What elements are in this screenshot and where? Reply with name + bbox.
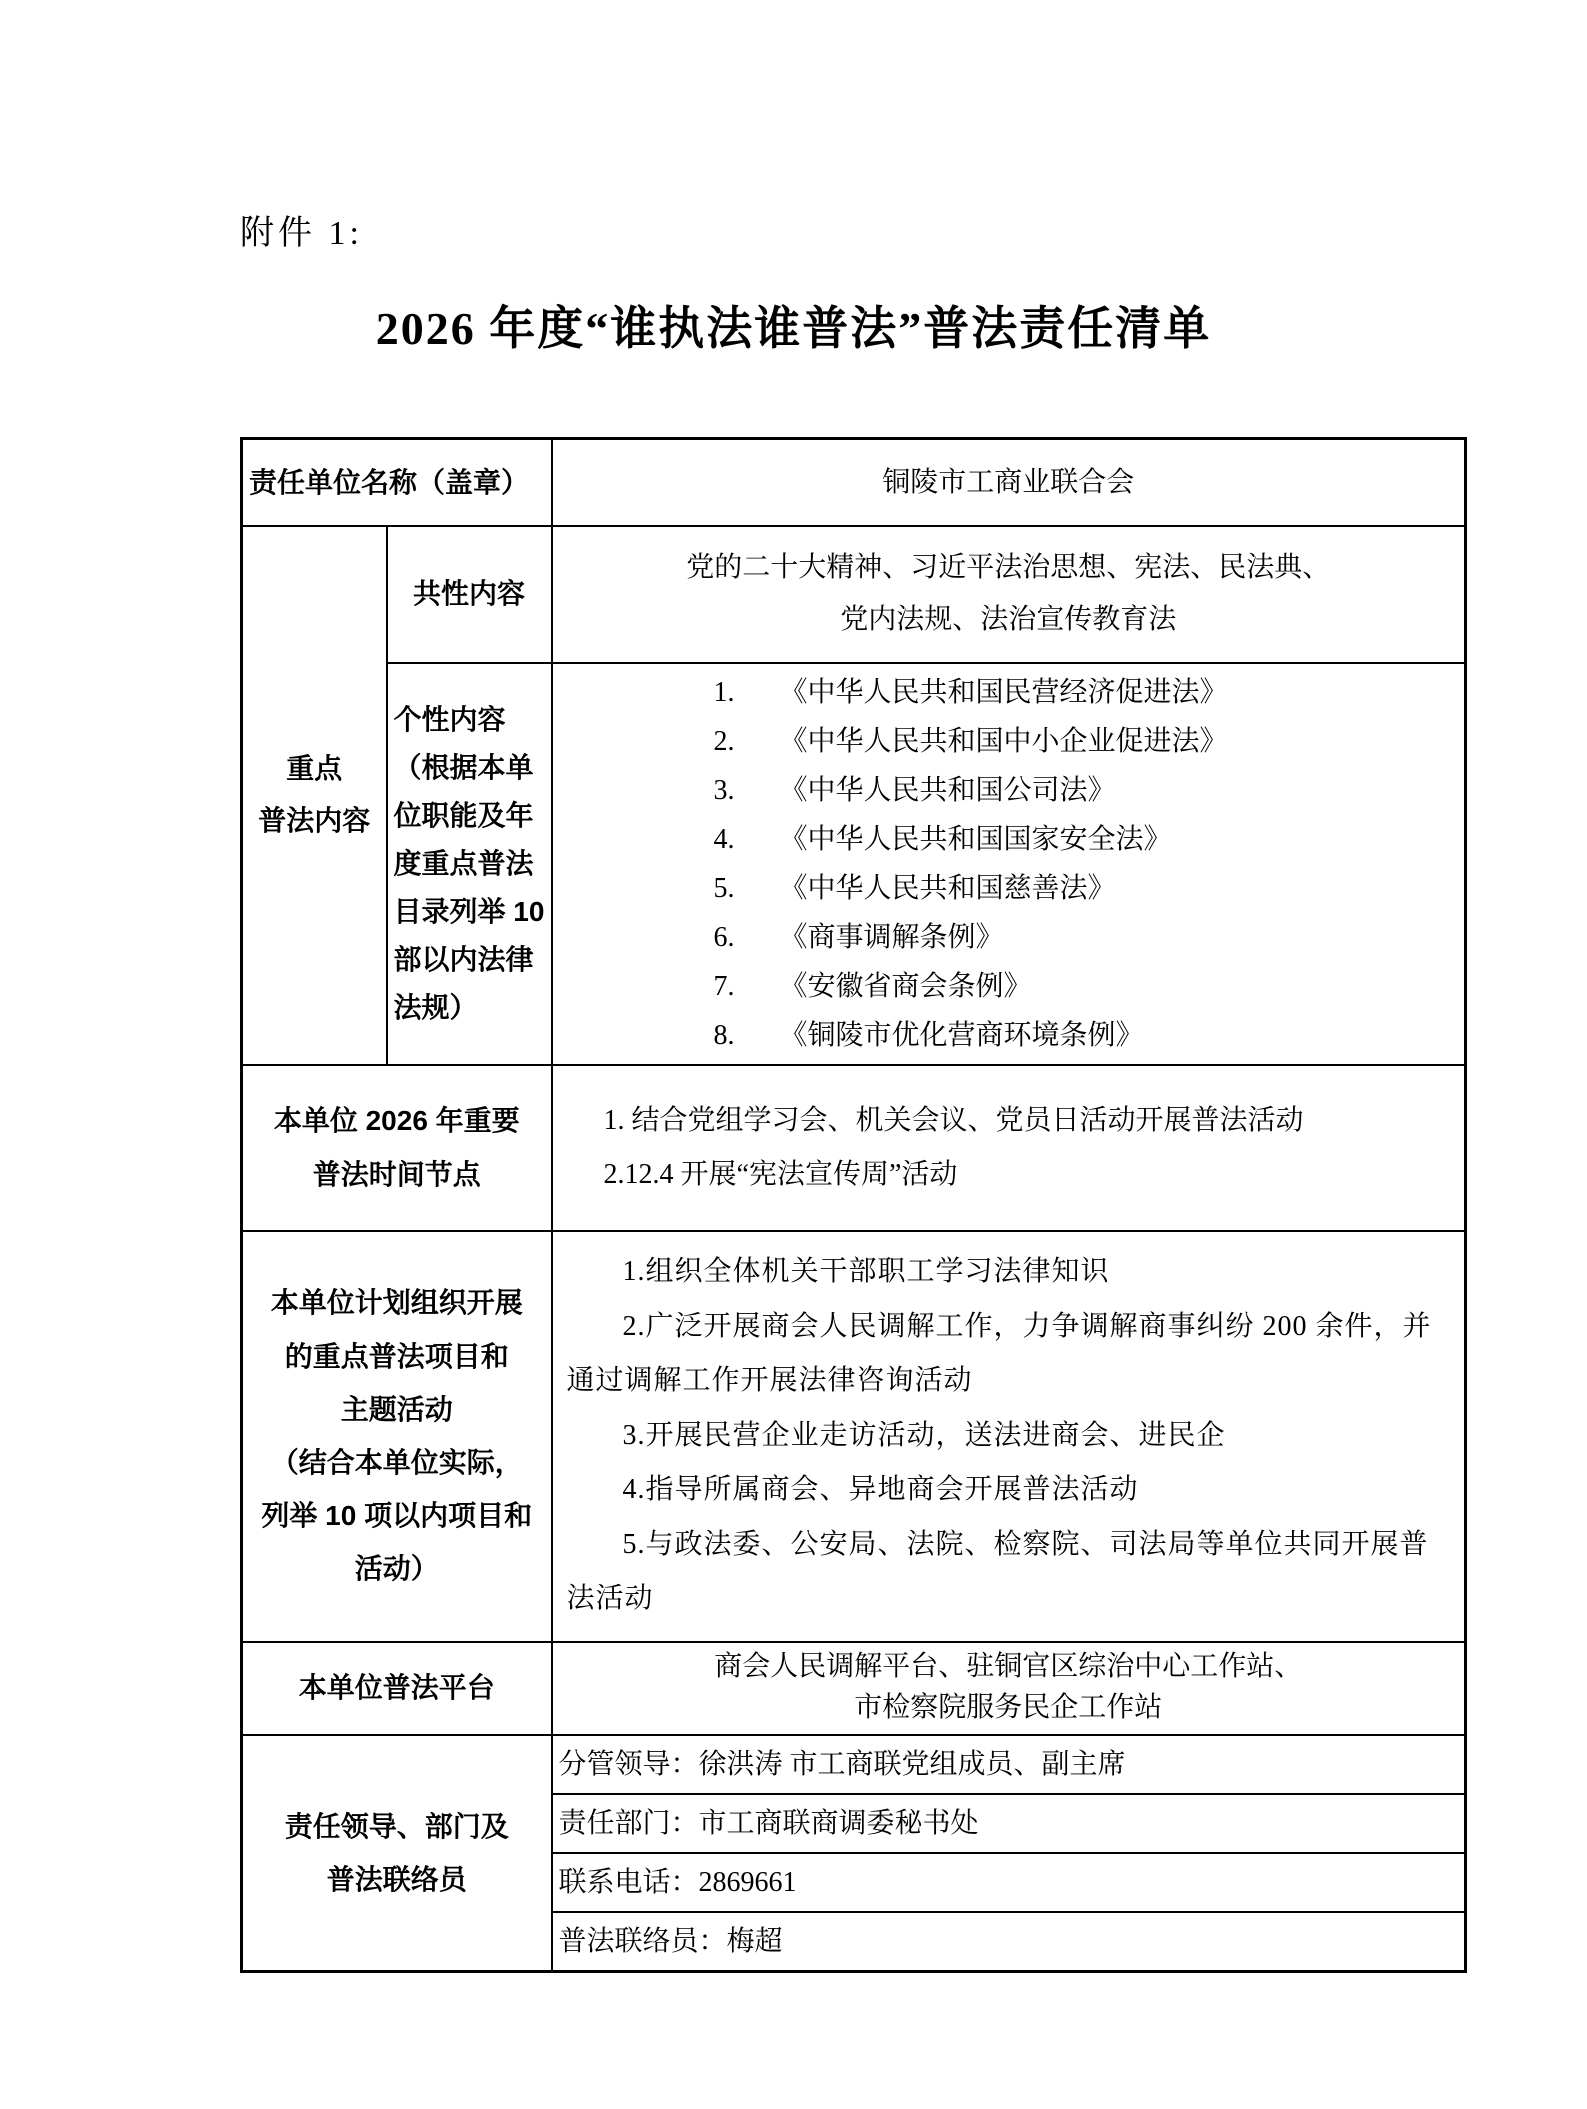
law-item-title: 《商事调解条例》 bbox=[779, 921, 1004, 953]
law-item-title: 《中华人民共和国慈善法》 bbox=[779, 872, 1116, 904]
law-list-cell bbox=[552, 663, 1466, 1065]
label-line: （结合本单位实际， bbox=[270, 1447, 523, 1478]
text-line: 党内法规、法治宣传教育法 bbox=[840, 604, 1177, 635]
label-line: 活动） bbox=[354, 1553, 439, 1585]
platform-value-cell bbox=[552, 1642, 1466, 1735]
law-item-title: 《安徽省商会条例》 bbox=[779, 970, 1032, 1002]
unit-value-cell: 铜陵市工商业联合会 bbox=[552, 439, 1466, 526]
project-item: 4.指导所属商会、异地商会开展普法活动 bbox=[622, 1474, 1139, 1506]
law-item bbox=[714, 864, 1459, 913]
attachment-label: 附件 1: bbox=[240, 215, 363, 252]
common-content-value-cell bbox=[552, 526, 1466, 663]
project-item: 3.开展民营企业走访活动，送法进商会、进民企 bbox=[622, 1419, 1226, 1451]
label-line: 本单位 2026 年重要 bbox=[273, 1105, 520, 1137]
label-line: 重点 bbox=[286, 753, 343, 784]
time-node-item: 2.12.4 开展“宪法宣传周”活动 bbox=[603, 1158, 958, 1190]
time-nodes-value-cell bbox=[552, 1065, 1466, 1231]
law-item-number: 7. bbox=[713, 970, 735, 1002]
law-item bbox=[714, 717, 1459, 766]
table-row-time-nodes bbox=[242, 1065, 1466, 1231]
project-item: 5.与政法委、公安局、法院、检察院、司法局等单位共同开展普法活动 bbox=[566, 1528, 1429, 1615]
project-item: 2.广泛开展商会人民调解工作，力争调解商事纠纷 200 余件，并通过调解工作开展法律咨询活动 bbox=[566, 1310, 1432, 1397]
law-item-number: 3. bbox=[713, 774, 735, 806]
table-row-platform bbox=[242, 1642, 1466, 1735]
label-line: 普法联络员 bbox=[326, 1863, 467, 1895]
label-line: 本单位计划组织开展 bbox=[270, 1287, 523, 1319]
law-item-title: 《中华人民共和国中小企业促进法》 bbox=[779, 725, 1228, 757]
page-title: 2026 年度“谁执法谁普法”普法责任清单 bbox=[375, 303, 1212, 354]
table-row-unit bbox=[242, 439, 1466, 526]
projects-value-cell bbox=[552, 1231, 1466, 1642]
law-item bbox=[714, 962, 1459, 1011]
project-item: 1.组织全体机关干部职工学习法律知识 bbox=[622, 1255, 1110, 1287]
law-item bbox=[714, 668, 1459, 717]
law-item-title: 《铜陵市优化营商环境条例》 bbox=[779, 1019, 1144, 1051]
law-item bbox=[714, 913, 1459, 962]
unit-label-cell: 责任单位名称（盖章） bbox=[242, 439, 552, 526]
law-item-number: 8. bbox=[713, 1019, 735, 1051]
law-item-number: 2. bbox=[713, 725, 735, 757]
table-row-contact-leader bbox=[242, 1735, 1466, 1794]
law-item bbox=[714, 815, 1459, 864]
contact-phone-cell: 联系电话：2869661 bbox=[552, 1853, 1466, 1912]
law-item-title: 《中华人民共和国国家安全法》 bbox=[779, 823, 1172, 855]
responsibility-table bbox=[240, 437, 1467, 1973]
time-node-list bbox=[559, 1094, 1459, 1200]
table-row-individual-content bbox=[242, 663, 1466, 1065]
common-content-label-cell: 共性内容 bbox=[387, 526, 552, 663]
table-row-common-content bbox=[242, 526, 1466, 663]
label-line: 普法时间节点 bbox=[312, 1158, 481, 1190]
contacts-label-cell bbox=[242, 1735, 552, 1972]
text-line: 党的二十大精神、习近平法治思想、宪法、民法典、 bbox=[686, 552, 1331, 583]
key-content-label-cell bbox=[242, 526, 387, 1065]
law-item bbox=[714, 766, 1459, 815]
label-line: 列举 10 项以内项目和 bbox=[261, 1500, 533, 1532]
contact-liaison-cell: 普法联络员：梅超 bbox=[552, 1912, 1466, 1972]
law-item-number: 1. bbox=[713, 676, 735, 708]
time-nodes-label-cell bbox=[242, 1065, 552, 1231]
law-item-number: 6. bbox=[713, 921, 735, 953]
law-item bbox=[714, 1011, 1459, 1060]
label-line: 普法内容 bbox=[258, 805, 371, 836]
law-item-title: 《中华人民共和国公司法》 bbox=[779, 774, 1116, 806]
projects-label-cell bbox=[242, 1231, 552, 1642]
law-item-title: 《中华人民共和国民营经济促进法》 bbox=[779, 676, 1228, 708]
text-line: 商会人民调解平台、驻铜官区综治中心工作站、 bbox=[714, 1651, 1303, 1683]
time-node-item: 1. 结合党组学习会、机关会议、党员日活动开展普法活动 bbox=[603, 1105, 1304, 1137]
law-item-number: 4. bbox=[713, 823, 735, 855]
table-row-projects bbox=[242, 1231, 1466, 1642]
label-line: 责任领导、部门及 bbox=[284, 1810, 509, 1842]
law-list bbox=[559, 668, 1459, 1060]
contact-leader-cell: 分管领导：徐洪涛 市工商联党组成员、副主席 bbox=[552, 1735, 1466, 1794]
individual-content-label-cell: 个性内容（根据本单位职能及年度重点普法目录列举 10 部以内法律法规） bbox=[387, 663, 552, 1065]
label-line: 的重点普法项目和 bbox=[284, 1340, 509, 1372]
contact-department-cell: 责任部门：市工商联商调委秘书处 bbox=[552, 1794, 1466, 1853]
project-list bbox=[559, 1245, 1459, 1627]
platform-label-cell: 本单位普法平台 bbox=[242, 1642, 552, 1735]
law-item-number: 5. bbox=[713, 872, 735, 904]
text-line: 市检察院服务民企工作站 bbox=[854, 1692, 1163, 1723]
label-line: 主题活动 bbox=[340, 1393, 453, 1425]
